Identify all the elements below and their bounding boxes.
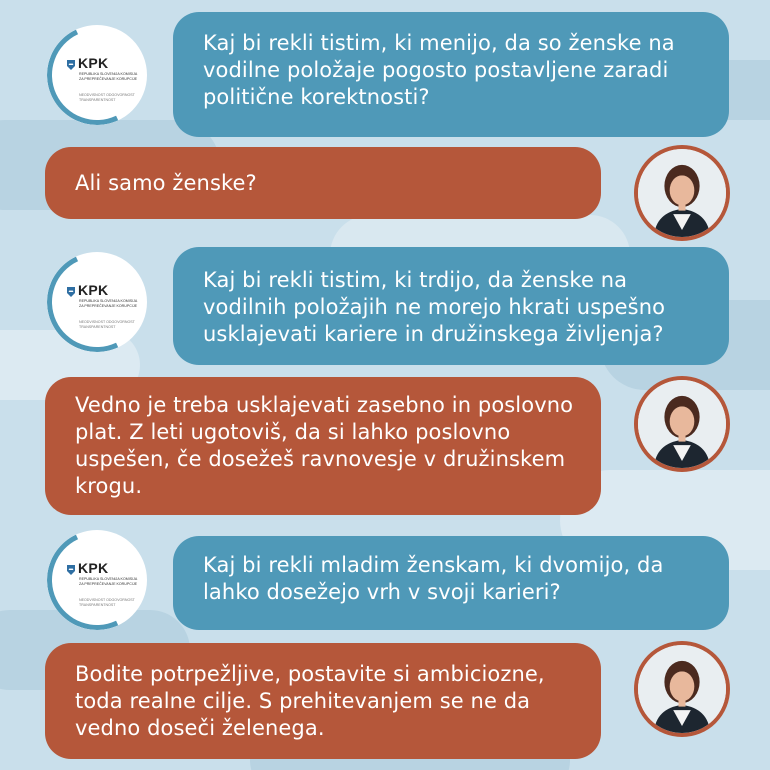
person-photo-icon (638, 645, 726, 733)
answer-bubble (45, 377, 601, 515)
logo-subtitle: REPUBLIKA SLOVENIJA KOMISIJA ZA PREPREČEVANJE KORUPCIJE (79, 72, 138, 81)
message-text: Kaj bi rekli mladim ženskam, ki dvomijo, da lahko dosežejo vrh v svoji karieri? (203, 553, 664, 604)
coat-of-arms-icon (67, 565, 75, 575)
question-bubble (173, 247, 729, 365)
message-text: Ali samo ženske? (75, 170, 257, 195)
kpk-logo-avatar (47, 530, 147, 630)
person-avatar (634, 641, 730, 737)
kpk-logo-avatar (47, 252, 147, 352)
person-photo-icon (638, 380, 726, 468)
question-bubble (173, 536, 729, 630)
logo-tagline: NEODVISNOST ODGOVORNOST TRANSPARENTNOST (79, 598, 135, 607)
message-text: Kaj bi rekli tistim, ki menijo, da so ženske na vodilne položaje pogosto postavljene zaradi politične korektnosti? (203, 31, 675, 109)
person-avatar (634, 376, 730, 472)
logo-title: KPK (78, 560, 109, 576)
coat-of-arms-icon (67, 287, 75, 297)
coat-of-arms-icon (67, 60, 75, 70)
answer-bubble (45, 643, 601, 759)
message-text: Bodite potrpežljive, postavite si ambiciozne, toda realne cilje. S prehitevanjem se ne da vedno doseči želenega. (75, 661, 545, 740)
logo-tagline: NEODVISNOST ODGOVORNOST TRANSPARENTNOST (79, 93, 135, 102)
logo-subtitle: REPUBLIKA SLOVENIJA KOMISIJA ZA PREPREČEVANJE KORUPCIJE (79, 299, 138, 308)
person-photo-icon (638, 149, 726, 237)
question-bubble (173, 12, 729, 137)
kpk-logo-avatar (47, 25, 147, 125)
logo-title: KPK (78, 55, 109, 71)
logo-title: KPK (78, 282, 109, 298)
logo-tagline: NEODVISNOST ODGOVORNOST TRANSPARENTNOST (79, 320, 135, 329)
answer-bubble (45, 147, 601, 219)
message-text: Vedno je treba usklajevati zasebno in poslovno plat. Z leti ugotoviš, da si lahko poslovno uspešen, če dosežeš ravnovesje v družinskem krogu. (75, 393, 574, 498)
person-avatar (634, 145, 730, 241)
message-text: Kaj bi rekli tistim, ki trdijo, da ženske na vodilnih položajih ne morejo hkrati uspešno usklajevati kariere in družinskega življenja? (203, 268, 666, 346)
logo-subtitle: REPUBLIKA SLOVENIJA KOMISIJA ZA PREPREČEVANJE KORUPCIJE (79, 577, 138, 586)
